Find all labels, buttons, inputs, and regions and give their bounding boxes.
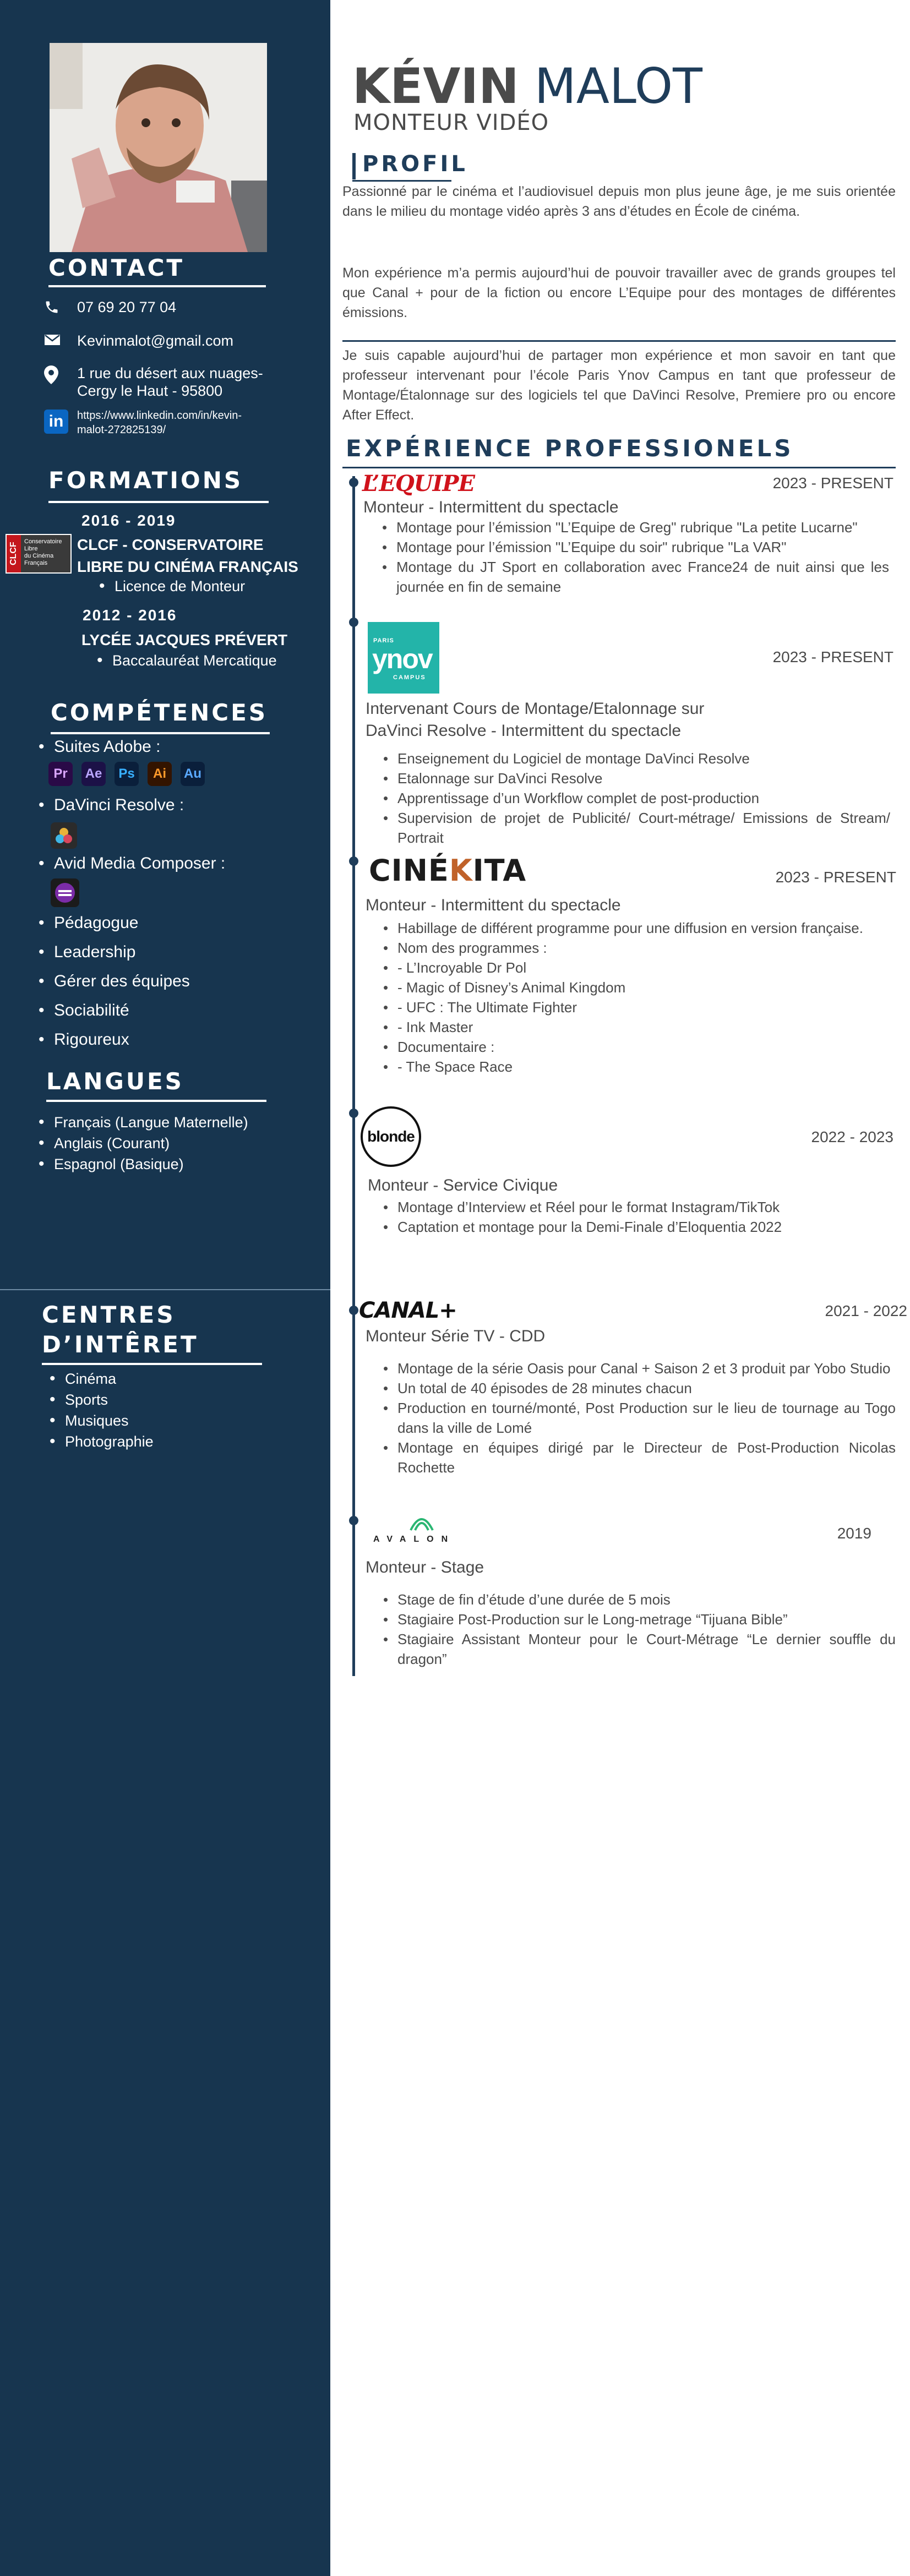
job-3-date: 2023 - PRESENT	[775, 869, 896, 886]
clcf-logo-line2: Libre	[24, 545, 38, 552]
skill-davinci-label: • DaVinci Resolve :	[39, 796, 184, 815]
job-1-bullet-2: • Montage pour l’émission "L’Equipe du soir" rubrique "La VAR"	[380, 537, 889, 557]
avalon-logo-word: AVALON	[373, 1535, 456, 1544]
edu-years-1: 2016 - 2019	[81, 512, 176, 529]
ynov-logo-line3: CAMPUS	[393, 674, 426, 681]
interet-3: • Musiques	[50, 1411, 129, 1430]
langue-3: • Espagnol (Basique)	[39, 1155, 184, 1174]
interet-1: • Cinéma	[50, 1369, 116, 1388]
lequipe-logo: L’EQUIPE	[362, 471, 475, 496]
job-5-bullet-2: • Un total de 40 épisodes de 28 minutes chacun	[381, 1378, 896, 1398]
job-3-bullet-3: • - L’Incroyable Dr Pol	[381, 958, 890, 978]
ynov-logo-line2: ynov	[372, 643, 432, 674]
job-6-bullet-1: • Stage de fin d’étude d’une durée de 5 mois	[381, 1590, 896, 1609]
interets-rule	[42, 1363, 262, 1365]
edu-years-2: 2012 - 2016	[83, 607, 177, 624]
edu-school-1-line1: CLCF - CONSERVATOIRE	[77, 536, 264, 553]
contact-linkedin-url[interactable]	[77, 408, 242, 437]
clcf-logo-line3: du Cinéma	[24, 553, 54, 559]
profil-title-marker	[352, 153, 356, 179]
job-2-bullets	[381, 749, 890, 848]
job-4-bullet-2: • Captation et montage pour la Demi-Finale d’Eloquentia 2022	[381, 1217, 890, 1237]
job-4-date: 2022 - 2023	[811, 1128, 893, 1145]
edu-school-1	[77, 534, 298, 578]
contact-linkedin-row	[44, 408, 242, 437]
contact-linkedin-line2: malot-272825139/	[77, 424, 166, 436]
job-5-bullet-1: • Montage de la série Oasis pour Canal + Saison 2 et 3 produit par Yobo Studio	[381, 1358, 896, 1378]
job-2-role-line1: Intervenant Cours de Montage/Etalonnage sur	[366, 700, 705, 718]
edu-school-1-line2: LIBRE DU CINÉMA FRANÇAIS	[77, 558, 298, 575]
sidebar	[0, 0, 330, 2576]
formations-title: FORMATIONS	[48, 467, 243, 494]
sidebar-divider	[0, 1289, 330, 1290]
langues-rule	[46, 1100, 266, 1102]
job-6-bullet-2: • Stagiaire Post-Production sur le Long-metrage “Tijuana Bible”	[381, 1609, 896, 1629]
cinekita-logo-part-c: ITA	[472, 853, 527, 888]
skill-adobe-label: • Suites Adobe :	[39, 738, 160, 756]
timeline-dot-2	[349, 618, 358, 627]
clcf-logo	[6, 534, 72, 574]
job-5-role: Monteur Série TV - CDD	[366, 1327, 546, 1345]
profile-photo	[50, 43, 267, 252]
job-3-bullets	[381, 918, 890, 1077]
interets-title	[42, 1300, 199, 1360]
avid-media-composer-icon	[51, 878, 79, 910]
experience-timeline	[352, 476, 355, 1676]
job-1-bullet-1: • Montage pour l’émission "L’Equipe de Greg" rubrique "La petite Lucarne"	[380, 517, 889, 537]
first-name: KÉVIN	[352, 58, 519, 114]
contact-email-row	[44, 332, 233, 350]
job-3-bullet-8: • - The Space Race	[381, 1057, 890, 1077]
profil-separator	[342, 340, 896, 342]
clcf-logo-text	[24, 538, 62, 567]
job-2-bullet-1: • Enseignement du Logiciel de montage DaVinci Resolve	[381, 749, 890, 768]
job-5-bullets	[381, 1358, 896, 1477]
after-effects-icon: Ae	[81, 762, 106, 786]
phone-icon	[44, 298, 77, 315]
timeline-dot-1	[349, 478, 358, 487]
job-1-date: 2023 - PRESENT	[772, 474, 893, 492]
competences-rule	[51, 732, 270, 734]
linkedin-icon: in	[44, 408, 77, 434]
edu-detail-1: • Licence de Monteur	[99, 577, 245, 596]
experience-title-underline	[342, 467, 896, 468]
avalon-logo-mark	[405, 1508, 438, 1535]
job-3-bullet-5: • - UFC : The Ultimate Fighter	[381, 997, 890, 1017]
contact-title: CONTACT	[48, 254, 185, 281]
skill-soft-1: • Pédagogue	[39, 914, 139, 932]
ynov-logo-line1: PARIS	[373, 637, 394, 644]
ynov-campus-logo	[368, 622, 439, 694]
job-3-role: Monteur - Intermittent du spectacle	[366, 896, 621, 914]
edu-school-2: LYCÉE JACQUES PRÉVERT	[81, 631, 287, 648]
contact-phone[interactable]: 07 69 20 77 04	[77, 299, 177, 315]
job-1-bullets	[380, 517, 889, 597]
main-content	[330, 0, 910, 2576]
profil-paragraph-2: Mon expérience m’a permis aujourd’hui de pouvoir travailler avec de grands groupes tel que Canal + pour de la fiction ou encore L’Equipe pour des montages de différentes émissions.	[342, 265, 896, 320]
langue-2: • Anglais (Courant)	[39, 1134, 170, 1153]
adobe-apps-row	[48, 762, 205, 786]
job-5-bullet-3: • Production en tourné/monté, Post Production sur le lieu de tournage au Togo dans la ville de Lomé	[381, 1398, 896, 1438]
edu-detail-2: • Baccalauréat Mercatique	[97, 651, 277, 670]
clcf-logo-short: CLCF	[7, 535, 21, 572]
job-3-bullet-6: • - Ink Master	[381, 1017, 890, 1037]
illustrator-icon: Ai	[148, 762, 172, 786]
contact-address-line1: 1 rue du désert aux nuages-	[77, 365, 263, 381]
job-2-bullet-4: • Supervision de projet de Publicité/ Court-métrage/ Emissions de Stream/ Portrait	[381, 808, 890, 848]
candidate-name	[352, 58, 702, 114]
experience-title: EXPÉRIENCE PROFESSIONELS	[346, 435, 794, 462]
formations-rule	[48, 501, 269, 503]
audition-icon: Au	[181, 762, 205, 786]
job-title: MONTEUR VIDÉO	[353, 110, 549, 135]
job-2-bullet-2: • Etalonnage sur DaVinci Resolve	[381, 768, 890, 788]
contact-email[interactable]: Kevinmalot@gmail.com	[77, 332, 234, 349]
interet-4: • Photographie	[50, 1432, 154, 1451]
cinekita-logo-part-a: CINÉ	[369, 853, 449, 888]
interets-title-line2: D’INTÊRET	[42, 1331, 199, 1358]
job-3-bullet-1: • Habillage de différent programme pour une diffusion en version française.	[381, 918, 890, 938]
job-6-bullets	[381, 1590, 896, 1669]
timeline-dot-4	[349, 1109, 358, 1118]
location-pin-icon	[44, 364, 77, 384]
profil-paragraph-1: Passionné par le cinéma et l’audiovisuel depuis mon plus jeune âge, je me suis orientée dans le milieu du montage vidéo après 3 ans d’études en École de cinéma.	[342, 184, 896, 219]
premiere-icon: Pr	[48, 762, 73, 786]
portrait-illustration	[50, 43, 267, 252]
job-3-bullet-7: • Documentaire :	[381, 1037, 890, 1057]
mail-icon	[44, 332, 77, 346]
contact-phone-row	[44, 298, 176, 316]
blonde-logo: blonde	[361, 1106, 421, 1167]
canal-plus-logo: CANAL+	[359, 1298, 457, 1323]
profil-title: PROFIL	[362, 151, 468, 177]
timeline-dot-6	[349, 1516, 358, 1525]
job-1-bullet-3: • Montage du JT Sport en collaboration avec France24 de nuit ainsi que les journée en fin de semaine	[380, 557, 889, 597]
job-2-role	[366, 698, 704, 742]
skill-soft-5: • Rigoureux	[39, 1030, 129, 1049]
cinekita-logo-part-b: K	[449, 853, 473, 888]
job-2-date: 2023 - PRESENT	[772, 648, 893, 665]
job-2-bullet-3: • Apprentissage d’un Workflow complet de post-production	[381, 788, 890, 808]
clcf-logo-line4: Français	[24, 560, 48, 566]
contact-address-row	[44, 364, 263, 400]
langue-1: • Français (Langue Maternelle)	[39, 1113, 248, 1132]
job-4-bullets	[381, 1197, 890, 1237]
job-3-bullet-2: • Nom des programmes :	[381, 938, 890, 958]
contact-address-line2: Cergy le Haut - 95800	[77, 383, 223, 399]
contact-address	[77, 364, 263, 400]
profil-paragraph-3: Je suis capable aujourd’hui de partager mon expérience et mon savoir en tant que professeur intervenant pour l’école Paris Ynov Campus en tant que professeur de Montage/Étalonnage sur des logiciels tel que DaVinci Resolve, Premiere pro ou encore After Effect.	[342, 348, 896, 423]
skill-soft-3: • Gérer des équipes	[39, 972, 190, 991]
competences-title: COMPÉTENCES	[51, 699, 268, 726]
langues-title: LANGUES	[46, 1068, 184, 1095]
contact-linkedin-line1: https://www.linkedin.com/in/kevin-	[77, 410, 242, 422]
skill-soft-2: • Leadership	[39, 943, 135, 962]
interet-2: • Sports	[50, 1390, 108, 1409]
avalon-logo	[373, 1508, 483, 1547]
photoshop-icon: Ps	[115, 762, 139, 786]
skill-soft-4: • Sociabilité	[39, 1001, 129, 1020]
contact-rule	[48, 285, 266, 287]
job-1-role: Monteur - Intermittent du spectacle	[363, 498, 619, 516]
clcf-logo-line1: Conservatoire	[24, 538, 62, 545]
job-2-role-line2: DaVinci Resolve - Intermittent du spectacle	[366, 722, 682, 740]
job-5-bullet-4: • Montage en équipes dirigé par le Directeur de Post-Production Nicolas Rochette	[381, 1438, 896, 1477]
skill-avid-label: • Avid Media Composer :	[39, 854, 225, 873]
job-3-bullet-4: • - Magic of Disney’s Animal Kingdom	[381, 978, 890, 997]
job-6-bullet-3: • Stagiaire Assistant Monteur pour le Court-Métrage “Le dernier souffle du dragon”	[381, 1629, 896, 1669]
davinci-resolve-icon	[51, 822, 77, 852]
timeline-dot-3	[349, 856, 358, 866]
timeline-dot-5	[349, 1306, 358, 1315]
job-5-date: 2021 - 2022	[825, 1302, 907, 1319]
interets-title-line1: CENTRES	[42, 1301, 176, 1328]
job-4-bullet-1: • Montage d’Interview et Réel pour le format Instagram/TikTok	[381, 1197, 890, 1217]
cinekita-logo	[369, 853, 526, 888]
job-6-date: 2019	[837, 1525, 871, 1542]
job-6-role: Monteur - Stage	[366, 1558, 484, 1576]
last-name: MALOT	[534, 58, 702, 114]
job-4-role: Monteur - Service Civique	[368, 1176, 558, 1194]
